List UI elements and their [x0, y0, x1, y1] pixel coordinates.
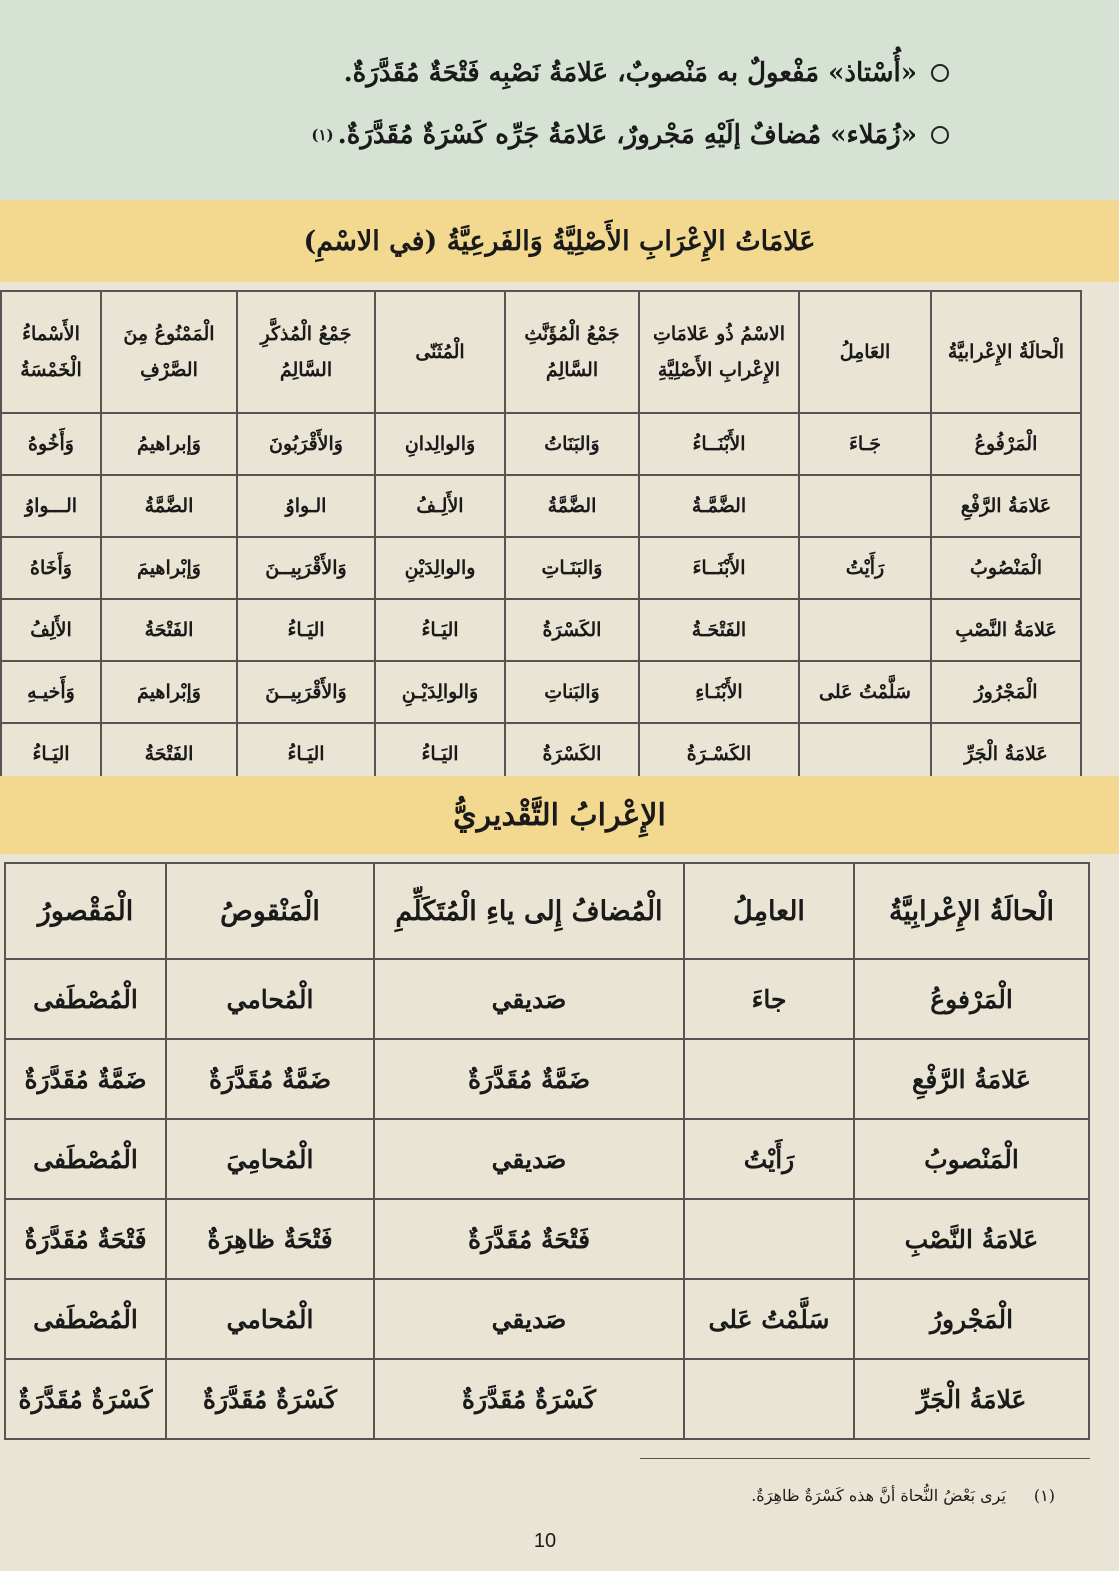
header-cell: الْحالَةُ الإِعْرابِيَّةُ: [854, 863, 1089, 959]
table-cell: فَتْحَةٌ مُقَدَّرَةٌ: [5, 1199, 166, 1279]
table-cell: صَديقي: [374, 959, 684, 1039]
table-cell: الْمَنْصوبُ: [854, 1119, 1089, 1199]
table-row: [5, 1279, 1089, 1359]
table-cell: الضَّمَّةُ: [101, 475, 237, 537]
table-row: [1, 413, 1081, 475]
section1-title: عَلامَاتُ الإِعْرَابِ الأَصْلِيَّةُ وَالفَرعِيَّةُ (في الاسْمِ): [0, 200, 1119, 282]
page-number: 10: [533, 1530, 557, 1552]
table-row: [1, 661, 1081, 723]
intro-line-1: [109, 48, 949, 98]
table-cell: فَتْحَةٌ مُقَدَّرَةٌ: [374, 1199, 684, 1279]
table-cell: اليَـاءُ: [237, 599, 375, 661]
table-cell: الأَبْنَــاءَ: [639, 537, 799, 599]
table-cell: صَديقي: [374, 1279, 684, 1359]
table-cell: الضَّمَّـةُ: [639, 475, 799, 537]
table-cell: جَـاءَ: [799, 413, 931, 475]
table-cell: اليَـاءُ: [237, 723, 375, 785]
table-cell: عَلامَةُ الْجَرِّ: [854, 1359, 1089, 1439]
table-cell: الفَتْحَـةُ: [639, 599, 799, 661]
table-cell: صَديقي: [374, 1119, 684, 1199]
table-cell: عَلامَةُ النَّصْبِ: [931, 599, 1081, 661]
table-row: [1, 475, 1081, 537]
header-cell: العامِلُ: [684, 863, 854, 959]
table-cell: الكَسْـرَةُ: [639, 723, 799, 785]
table-cell: الْمَنْصُوبُ: [931, 537, 1081, 599]
header-cell: الْمُضافُ إِلى ياءِ الْمُتَكَلِّمِ: [374, 863, 684, 959]
table-cell: رَأَيْتُ: [684, 1119, 854, 1199]
table-cell: وَأَخيـهِ: [1, 661, 101, 723]
table-cell: اليَـاءُ: [375, 723, 505, 785]
table-cell: الْمُصْطَفى: [5, 959, 166, 1039]
table-cell: الأَلِـفُ: [375, 475, 505, 537]
intro-line-2: [109, 110, 949, 160]
footnote-divider: [640, 1458, 1090, 1459]
table-cell: وَالأَقْرَبِيــنَ: [237, 537, 375, 599]
table-cell: كَسْرَةٌ مُقَدَّرَةٌ: [166, 1359, 374, 1439]
table-cell: [684, 1359, 854, 1439]
table-cell: الكَسْرَةُ: [505, 599, 639, 661]
table-header-row: [5, 863, 1089, 959]
table-row: [1, 537, 1081, 599]
table-cell: الـــواوُ: [1, 475, 101, 537]
header-cell: جَمْعُ الْمُذكَّرِ السَّالِمُ: [237, 291, 375, 413]
table-cell: سَلَّمْتُ عَلى: [799, 661, 931, 723]
header-cell: جَمْعُ الْمُؤَنَّثِ السَّالِمُ: [505, 291, 639, 413]
table-cell: الْمُحامِيَ: [166, 1119, 374, 1199]
table-cell: وَالوالِدانِ: [375, 413, 505, 475]
table-cell: وَأَخُوهُ: [1, 413, 101, 475]
table-cell: الْمُصْطَفى: [5, 1279, 166, 1359]
table-cell: ضَمَّةٌ مُقَدَّرَةٌ: [374, 1039, 684, 1119]
table-cell: عَلامَةُ النَّصْبِ: [854, 1199, 1089, 1279]
table-row: [1, 599, 1081, 661]
footnote: [455, 1486, 1055, 1505]
header-cell: الْمَنْقوصُ: [166, 863, 374, 959]
table-cell: [684, 1199, 854, 1279]
table-header-row: [1, 291, 1081, 413]
section2-title: الإِعْرابُ التَّقْديريُّ: [0, 776, 1119, 854]
table-cell: وَأَخَاهُ: [1, 537, 101, 599]
table-cell: الفَتْحَةُ: [101, 723, 237, 785]
table-cell: الفَتْحَةُ: [101, 599, 237, 661]
table-row: [5, 1119, 1089, 1199]
table-cell: الكَسْرَةُ: [505, 723, 639, 785]
table-cell: اليَـاءُ: [375, 599, 505, 661]
table-cell: الضَّمَّةُ: [505, 475, 639, 537]
header-cell: الْمُثَنّى: [375, 291, 505, 413]
table-cell: الأَلِفُ: [1, 599, 101, 661]
intro-band: [0, 0, 1119, 200]
table-cell: كَسْرَةٌ مُقَدَّرَةٌ: [5, 1359, 166, 1439]
table-cell: سَلَّمْتُ عَلى: [684, 1279, 854, 1359]
table-cell: وَالأَقْرَبُونَ: [237, 413, 375, 475]
table-cell: الْمُحامي: [166, 959, 374, 1039]
footnote-ref: (١): [311, 126, 334, 144]
table-cell: وَالبَناتِ: [505, 661, 639, 723]
table-cell: وَالبَنَاتُ: [505, 413, 639, 475]
table-row: [5, 959, 1089, 1039]
table-cell: فَتْحَةٌ ظاهِرَةٌ: [166, 1199, 374, 1279]
header-cell: الاسْمُ ذُو عَلامَاتِ الإِعْرابِ الأَصْلِيَّةِ: [639, 291, 799, 413]
table-cell: اليَـاءُ: [1, 723, 101, 785]
table-cell: الْمَرْفوعُ: [854, 959, 1089, 1039]
table-cell: الْمَجْرورُ: [854, 1279, 1089, 1359]
table-cell: ضَمَّةٌ مُقَدَّرَةٌ: [5, 1039, 166, 1119]
table-cell: عَلامَةُ الْجَرِّ: [931, 723, 1081, 785]
table-cell: رَأَيْتُ: [799, 537, 931, 599]
table-cell: وَإبْراهيمَ: [101, 661, 237, 723]
table-cell: [684, 1039, 854, 1119]
table-row: [5, 1199, 1089, 1279]
header-cell: الْمَقْصورُ: [5, 863, 166, 959]
table-cell: [799, 475, 931, 537]
table-cell: الْمُحامي: [166, 1279, 374, 1359]
table-cell: الْمَجْرُورُ: [931, 661, 1081, 723]
footnote-number: (١): [1033, 1486, 1055, 1505]
table-cell: الأَبْنَـاءِ: [639, 661, 799, 723]
table-cell: عَلامَةُ الرَّفْعِ: [931, 475, 1081, 537]
table-cell: الْمَرْفُوعُ: [931, 413, 1081, 475]
header-cell: الأَسْماءُ الْخَمْسَةُ: [1, 291, 101, 413]
table-cell: الأَبْنَــاءُ: [639, 413, 799, 475]
table-cell: وَإبراهيمُ: [101, 413, 237, 475]
table-row: [5, 1359, 1089, 1439]
table-cell: الْمُصْطَفى: [5, 1119, 166, 1199]
table-cell: [799, 599, 931, 661]
table-inflection-signs: [0, 290, 1082, 786]
bullet-circle-icon: [931, 126, 949, 144]
table-cell: جاءَ: [684, 959, 854, 1039]
table-cell: وَإبْراهيمَ: [101, 537, 237, 599]
table-cell: ضَمَّةٌ مُقَدَّرَةٌ: [166, 1039, 374, 1119]
table-cell: كَسْرَةٌ مُقَدَّرَةٌ: [374, 1359, 684, 1439]
bullet-circle-icon: [931, 64, 949, 82]
table-row: [5, 1039, 1089, 1119]
table-cell: عَلامَةُ الرَّفْعِ: [854, 1039, 1089, 1119]
table-cell: والوالِدَيْنِ: [375, 537, 505, 599]
table-cell: وَالبَنَـاتِ: [505, 537, 639, 599]
header-cell: العَامِلُ: [799, 291, 931, 413]
intro-line-text: «زُمَلاء» مُضافٌ إلَيْهِ مَجْرورٌ، عَلامَةُ جَرِّه كَسْرَةٌ مُقَدَّرَةٌ.: [337, 120, 917, 150]
table-cell: الـواوُ: [237, 475, 375, 537]
table-implied-inflection: [4, 862, 1090, 1440]
header-cell: الْحالَةُ الإِعْرابيَّةُ: [931, 291, 1081, 413]
header-cell: الْمَمْنُوعُ مِنَ الصَّرْفِ: [101, 291, 237, 413]
table-cell: وَالوالِدَيْـنِ: [375, 661, 505, 723]
footnote-text: يَرى بَعْضُ النُّحاة أنَّ هذه كَسْرَةٌ ظاهِرَةٌ.: [751, 1486, 1006, 1505]
table-cell: وَالأَقْرَبِيــنَ: [237, 661, 375, 723]
intro-line-text: «أُسْتاذ» مَفْعولٌ به مَنْصوبٌ، عَلامَةُ نَصْبِه فَتْحَةٌ مُقَدَّرَةٌ.: [343, 58, 917, 88]
